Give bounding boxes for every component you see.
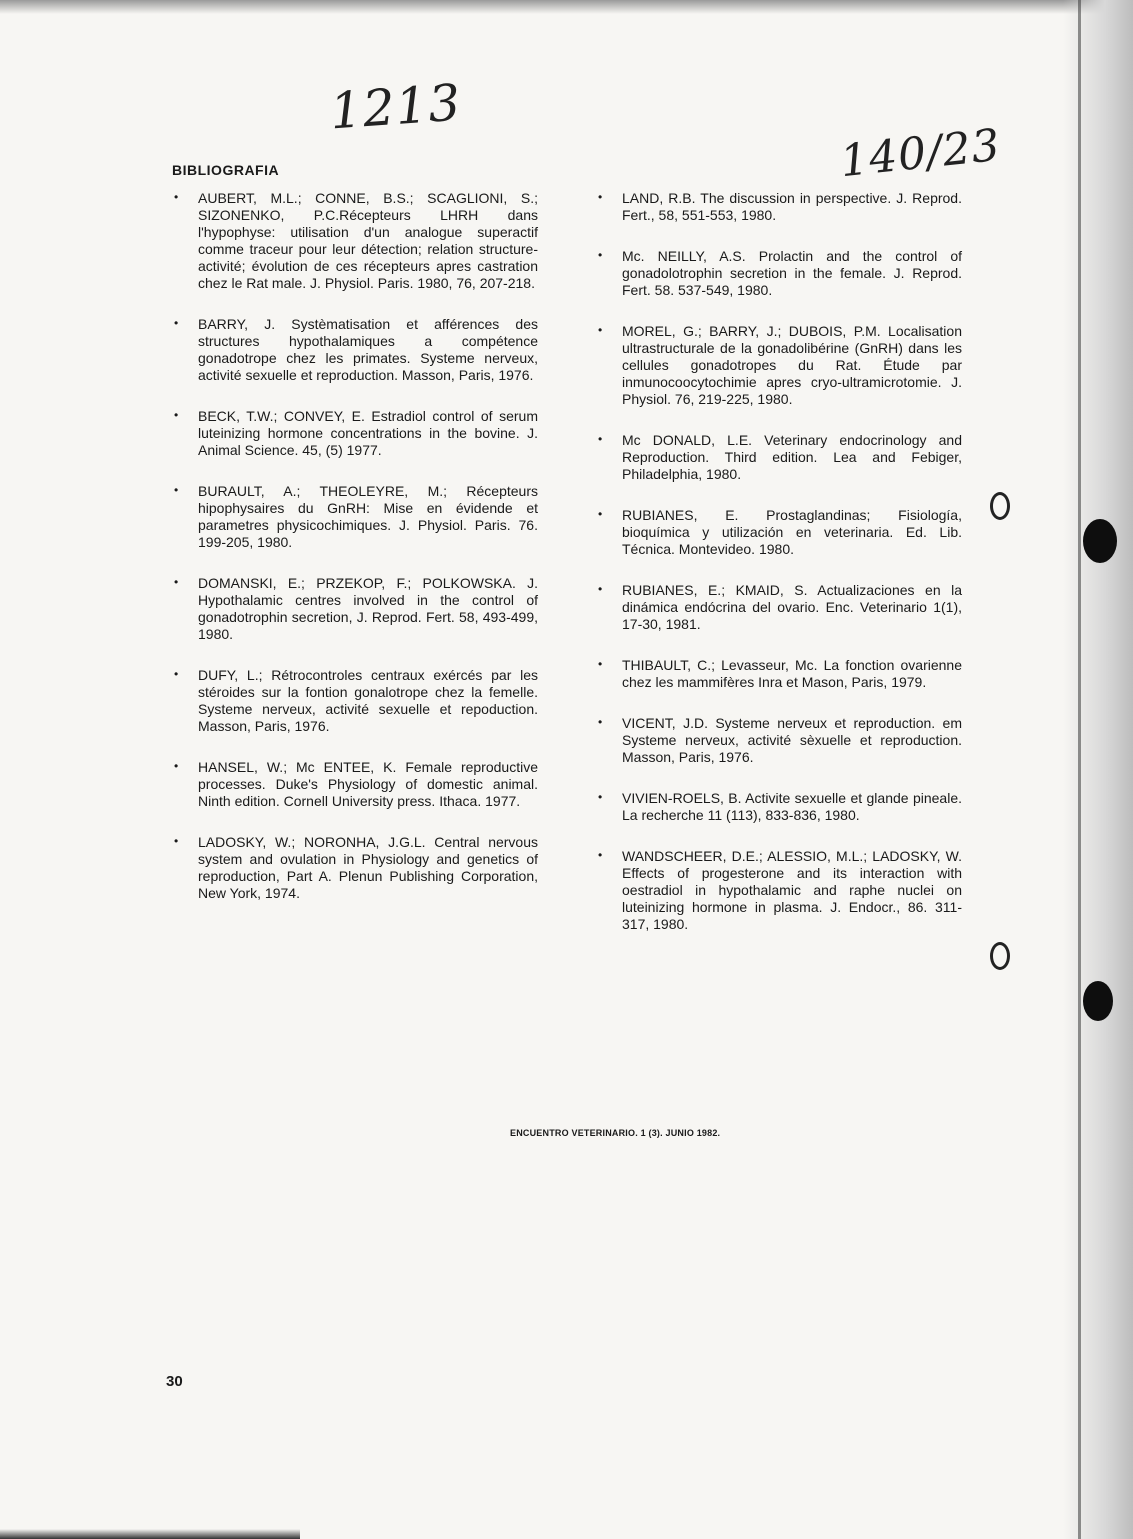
reference-entry: • AUBERT, M.L.; CONNE, B.S.; SCAGLIONI, S.; SIZONENKO, P.C.Récepteurs LHRH dans l'hypophyse: utilisation d'un analogue superactif comme traceur pour leur détection; relation structure-activité; évolution de ces récepteurs apres castration chez le Rat male. J. Physiol. Paris. 1980, 76, 207-218. (198, 190, 538, 292)
handwritten-number-right: 140/23 (837, 119, 1004, 188)
binding-hole-mark (990, 942, 1010, 970)
punch-hole (1083, 981, 1113, 1021)
reference-entry: • LADOSKY, W.; NORONHA, J.G.L. Central nervous system and ovulation in Physiology and genetics of reproduction, Part A. Plenun Publishing Corporation, New York, 1974. (198, 834, 538, 902)
reference-entry: • LAND, R.B. The discussion in perspective. J. Reprod. Fert., 58, 551-553, 1980. (622, 190, 962, 224)
section-title: BIBLIOGRAFIA (172, 162, 280, 178)
reference-entry: • WANDSCHEER, D.E.; ALESSIO, M.L.; LADOSKY, W. Effects of progesterone and its interaction with oestradiol in hypothalamic and raphe nuclei on luteinizing hormone in plasma. J. Endocr., 86. 311-317, 1980. (622, 848, 962, 933)
reference-entry: • RUBIANES, E. Prostaglandinas; Fisiología, bioquímica y utilización en veterinaria. Ed. Lib. Técnica. Montevideo. 1980. (622, 507, 962, 558)
references-column-left (198, 190, 538, 902)
reference-entry: • BECK, T.W.; CONVEY, E. Estradiol control of serum luteinizing hormone concentrations in the bovine. J. Animal Science. 45, (5) 1977. (198, 408, 538, 459)
reference-entry: • RUBIANES, E.; KMAID, S. Actualizaciones en la dinámica endócrina del ovario. Enc. Veterinario 1(1), 17-30, 1981. (622, 582, 962, 633)
reference-entry: • VICENT, J.D. Systeme nerveux et reproduction. em Systeme nerveux, activité sèxuelle et reproduction. Masson, Paris, 1976. (622, 715, 962, 766)
reference-entry: • VIVIEN-ROELS, B. Activite sexuelle et glande pineale. La recherche 11 (113), 833-836, 1980. (622, 790, 962, 824)
reference-entry: • THIBAULT, C.; Levasseur, Mc. La fonction ovarienne chez les mammifères Inra et Mason, Paris, 1979. (622, 657, 962, 691)
reference-entry: • BURAULT, A.; THEOLEYRE, M.; Récepteurs hipophysaires du GnRH: Mise en évidende et parametres physicochimiques. J. Physiol. Paris. 76. 199-205, 1980. (198, 483, 538, 551)
scan-shadow-right (1063, 0, 1133, 1539)
page-number: 30 (166, 1373, 183, 1390)
reference-entry: • DUFY, L.; Rétrocontroles centraux exércés par les stéroides sur la fontion gonalotrope chez la femelle. Systeme nerveux, activité sexuelle et repoduction. Masson, Paris, 1976. (198, 667, 538, 735)
scan-shadow-top (0, 0, 1133, 14)
reference-entry: • DOMANSKI, E.; PRZEKOP, F.; POLKOWSKA. J. Hypothalamic centres involved in the control of gonadotrophin secretion, J. Reprod. Fert. 58, 493-499, 1980. (198, 575, 538, 643)
handwritten-number-left: 1213 (328, 73, 464, 141)
reference-entry: • HANSEL, W.; Mc ENTEE, K. Female reproductive processes. Duke's Physiology of domestic animal. Ninth edition. Cornell University press. Ithaca. 1977. (198, 759, 538, 810)
references-column-right (622, 190, 962, 933)
scan-binding-edge (1078, 0, 1081, 1539)
scan-shadow-bottom (0, 1529, 300, 1539)
punch-hole (1083, 519, 1117, 563)
reference-entry: • MOREL, G.; BARRY, J.; DUBOIS, P.M. Localisation ultrastructurale de la gonadolibérine (GnRH) dans les cellules gonadotropes du Rat. Étude par inmunocoocytochimie apres cryo-ultramicrotomie. J. Physiol. 76, 219-225, 1980. (622, 323, 962, 408)
journal-footer: ENCUENTRO VETERINARIO. 1 (3). JUNIO 1982. (510, 1128, 721, 1138)
binding-hole-mark (990, 492, 1010, 520)
reference-entry: • Mc DONALD, L.E. Veterinary endocrinology and Reproduction. Third edition. Lea and Febiger, Philadelphia, 1980. (622, 432, 962, 483)
reference-entry: • Mc. NEILLY, A.S. Prolactin and the control of gonadolotrophin secretion in the female. J. Reprod. Fert. 58. 537-549, 1980. (622, 248, 962, 299)
reference-entry: • BARRY, J. Systèmatisation et afférences des structures hypothalamiques a compétence gonadotrope chez les primates. Systeme nerveux, activité sexuelle et reproduction. Masson, Paris, 1976. (198, 316, 538, 384)
